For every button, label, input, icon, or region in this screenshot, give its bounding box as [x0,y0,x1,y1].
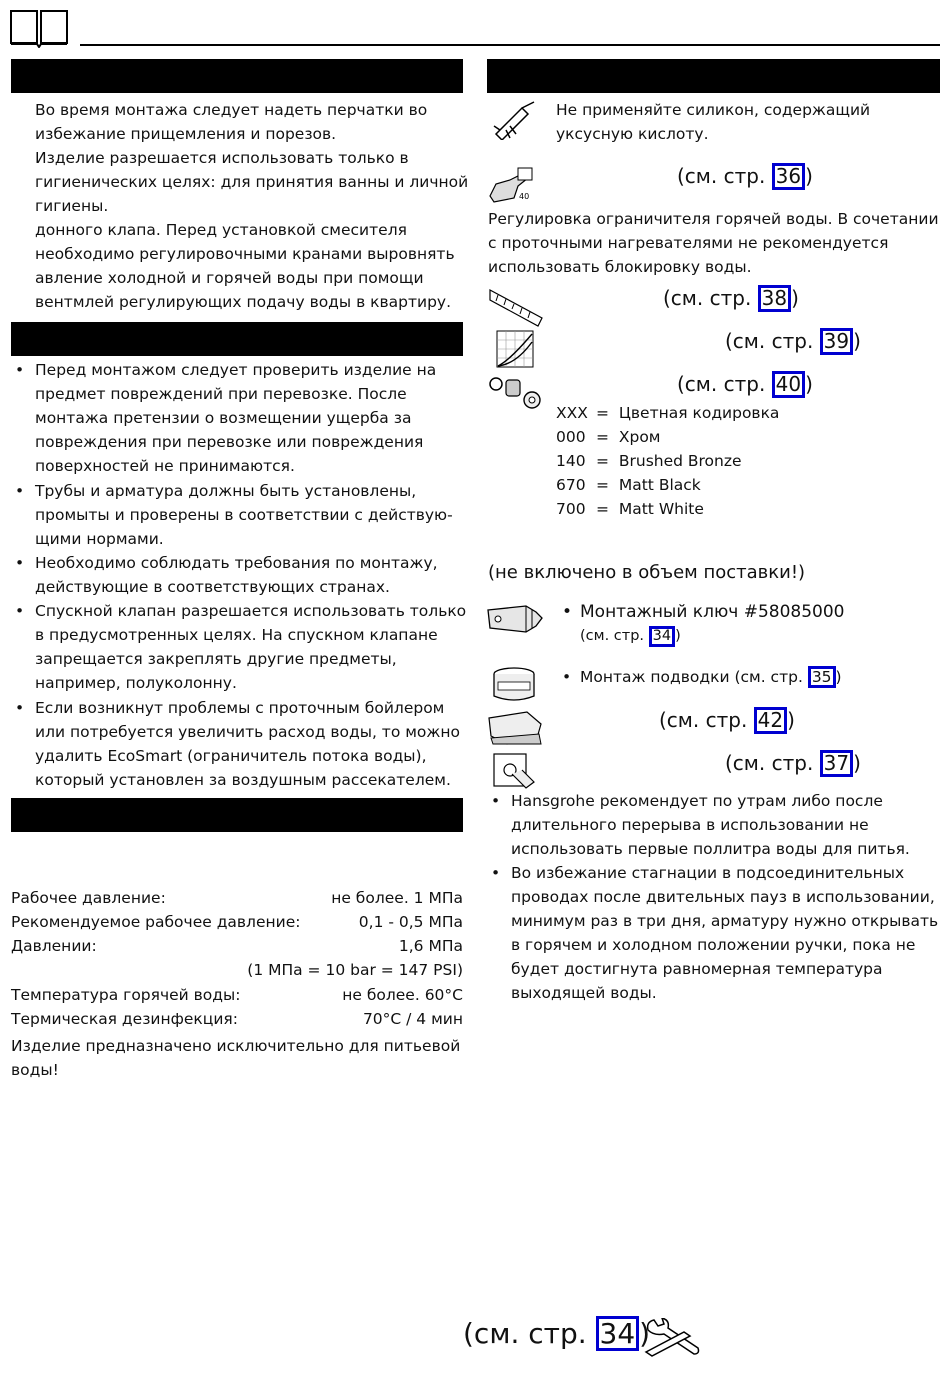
spare-parts-icon [488,374,544,412]
text-line: выходящей воды. [511,984,657,1002]
color-name: Matt Black [618,476,701,494]
spec-row [11,910,463,934]
spec-label: Термическая дезинфекция: [11,1010,238,1028]
text-line: промыты и проверены в соответствии с действую- [35,506,453,524]
list-item: • Во избежание стагнации в подсоединительных проводах после двительных пауз в использовании, минимум раз в три дня, арматуру нужно открывать в горячем и холодном положении ручки, пока не будет достигнута равномерная температура выходящей воды. [511,861,938,1005]
spec-value: 0,1 - 0,5 МПа [358,913,463,931]
ref-suffix: ) [805,372,813,396]
color-code: XXX [556,404,588,422]
text-line: Изделие разрешается использовать только в [35,149,409,167]
text-line: гигиенических целях: для принятия ванны и личной [35,173,469,191]
spec-value: не более. 1 МПа [331,889,463,907]
text-line: поверхностей не принимаются. [35,457,295,475]
ref-prefix: (см. стр. [677,372,772,396]
text-line: например, полуколонну. [35,674,237,692]
spec-row [11,983,463,1007]
thermometer-hand-icon [488,164,538,204]
text-line: необходимо регулировочными кранами выровнять [35,245,455,263]
text-line: Не применяйте силикон, содержащий [556,101,871,119]
color-name: Matt White [618,500,704,518]
code-sep: = [596,452,609,470]
text-line: или потребуется увеличить расход воды, то можно [35,723,461,741]
text-line: Необходимо соблюдать требования по монтажу, [35,554,438,572]
color-code-row [556,425,661,449]
text-line: Если возникнут проблемы с проточным бойлером [35,699,445,717]
grease-can-icon [490,664,538,704]
list-item: • Необходимо соблюдать требования по монтажу, действующие в соответствующих странах. [35,551,438,599]
ref-suffix: ) [639,1317,651,1350]
text-line: повреждения при перевозке или повреждения [35,433,424,451]
ruler-scale-icon [488,288,544,328]
ref-suffix: ) [853,329,861,353]
ref-suffix: ) [675,628,681,644]
ref-prefix: (см. стр. [659,708,754,732]
text-line: избежание прищемления и порезов. [35,125,337,143]
text-line: который установлен за воздушным рассекателем. [35,771,451,789]
text-line: Регулировка ограничителя горячей воды. В сочетании [488,210,939,228]
spec-value: 70°C / 4 мин [362,1010,463,1028]
text-line: Спускной клапан разрешается использовать только [35,602,467,620]
text-line: Hansgrohe рекомендует по утрам либо после [511,792,883,810]
page-link[interactable]: 36 [772,163,805,190]
list-item: • Трубы и арматура должны быть установлены, промыты и проверены в соответствии с действую- щими нормами. [35,479,453,551]
see-page-ref [659,707,795,734]
page-link[interactable]: 39 [820,328,853,355]
see-page-ref [725,750,861,777]
spec-row [11,1007,463,1031]
color-name: Brushed Bronze [618,452,742,470]
page-link[interactable]: 38 [758,285,791,312]
text-line: удалить EcoSmart (ограничитель потока воды), [35,747,427,765]
page-link[interactable]: 34 [596,1316,640,1351]
code-sep: = [596,476,609,494]
text-line: авление холодной и горячей воды при помощи [35,269,424,287]
text-line: проводах после двительных пауз в использовании, [511,888,935,906]
text-line: предмет повреждений при перевозке. После [35,385,407,403]
text-line: щими нормами. [35,530,164,548]
ref-prefix: (см. стр. [677,164,772,188]
spec-label: Рекомендуемое рабочее давление: [11,913,301,931]
text-line: в горячем и холодном положении ручки, пока не [511,936,916,954]
text-line: монтажа претензии о возмещении ущерба за [35,409,412,427]
color-code: 140 [556,452,586,470]
code-sep: = [596,500,609,518]
page-link[interactable]: 40 [772,371,805,398]
text-line: Во время монтажа следует надеть перчатки во [35,101,428,119]
text-line: действующие в соответствующих странах. [35,578,390,596]
ref-suffix: ) [853,751,861,775]
text-line: длительного перерыва в использовании не [511,816,869,834]
cleaning-hand-icon [487,708,543,746]
section-bar-right [487,59,940,93]
book-icon [10,10,68,48]
not-included-note: (не включено в объем поставки!) [488,562,806,583]
color-code: 000 [556,428,586,446]
safety-text [35,98,468,314]
text-line: уксусную кислоту. [556,125,709,143]
silicone-warning [556,98,870,146]
ref-prefix: (см. стр. [663,286,758,310]
color-name: Хром [618,428,661,446]
hot-water-limit-text [488,207,939,279]
drinking-water-note [11,1034,460,1082]
section-bar-safety [11,59,463,93]
see-page-ref [677,371,813,398]
spec-value: (1 МПа = 10 bar = 147 PSI) [247,961,463,979]
ref-suffix: ) [805,164,813,188]
spec-label: Рабочее давление: [11,889,166,907]
text-line: Изделие предназначено исключительно для питьевой [11,1037,461,1055]
text-line: воды! [11,1061,59,1079]
code-sep: = [596,428,609,446]
text-line: с проточными нагревателями не рекомендуется [488,234,889,252]
text-line: запрещается закреплять другие предметы, [35,650,397,668]
text-line: гигиены. [35,197,109,215]
wrench-tool-icon [486,602,546,638]
list-item: • Hansgrohe рекомендует по утрам либо после длительного перерыва в использовании не использовать первые поллитра воды для питья. [511,789,910,861]
color-name: Цветная кодировка [618,404,780,422]
wrench-label: Монтажный ключ #58085000 [580,602,845,622]
color-code-row [556,497,704,521]
ref-prefix: (см. стр. [463,1317,596,1350]
page-link[interactable]: 42 [754,707,787,734]
text-line: использовать первые поллитра воды для питья. [511,840,910,858]
color-code: 700 [556,500,586,518]
text-line: Перед монтажом следует проверить изделие на [35,361,437,379]
list-item: • Монтаж подводки (см. стр. 35 ) [580,665,842,689]
see-page-ref [677,163,813,190]
connect-label: Монтаж подводки (см. стр. [580,668,808,686]
color-code-row [556,449,742,473]
spec-label: Температура горячей воды: [11,986,241,1004]
ref-prefix: (см. стр. [725,751,820,775]
color-code-row [556,401,779,425]
list-item: • Спускной клапан разрешается использовать только в предусмотренных целях. На спускном клапане запрещается закреплять другие предметы, например, полуколонну. [35,599,466,695]
list-item: • Монтажный ключ #58085000 (см. стр. 34 ) [580,600,844,648]
hand-tap-icon [492,752,536,792]
footer-page-ref [463,1316,650,1351]
text-line: Во избежание стагнации в подсоединительных [511,864,905,882]
page-link[interactable]: 35 [808,666,836,688]
see-page-ref [663,285,799,312]
ref-suffix: ) [787,708,795,732]
ref-suffix: ) [835,668,842,686]
color-code-row [556,473,701,497]
spec-value: не более. 60°C [342,986,463,1004]
spec-label: Давлении: [11,937,97,955]
text-line: донного клапа. Перед установкой смесителя [35,221,407,239]
see-page-ref [725,328,861,355]
ref-suffix: ) [791,286,799,310]
text-line: минимум раз в три дня, арматуру нужно открывать [511,912,939,930]
ref-prefix: (см. стр. [725,329,820,353]
text-line: Трубы и арматура должны быть установлены, [35,482,417,500]
text-line: будет достигнута равномерная температура [511,960,883,978]
sealant-gun-icon [492,100,540,140]
header-rule [80,44,940,46]
section-bar-specs [11,798,463,832]
list-item: • Перед монтажом следует проверить изделие на предмет повреждений при перевозке. После монтажа претензии о возмещении ущерба за повреждения при перевозке или повреждения поверхностей не принимаются. [35,358,436,478]
flow-chart-icon [496,330,534,368]
svg-text:40: 40 [519,192,530,201]
list-item: • Если возникнут проблемы с проточным бойлером или потребуется увеличить расход воды, то можно удалить EcoSmart (ограничитель потока воды), который установлен за воздушным рассекателем. [35,696,460,792]
color-code: 670 [556,476,586,494]
text-line: вентмлей регулирующих подачу воды в квартиру. [35,293,452,311]
spec-value: 1,6 МПа [398,937,463,955]
tools-icon [644,1318,702,1358]
spec-row [11,886,463,910]
text-line: использовать блокировку воды. [488,258,752,276]
section-bar-mounting [11,322,463,356]
code-sep: = [596,404,609,422]
text-line: в предусмотренных целях. На спускном клапане [35,626,438,644]
ref-prefix: (см. стр. [580,628,649,644]
page-link[interactable]: 37 [820,750,853,777]
page-link[interactable]: 34 [649,626,675,647]
spec-row [11,934,463,958]
